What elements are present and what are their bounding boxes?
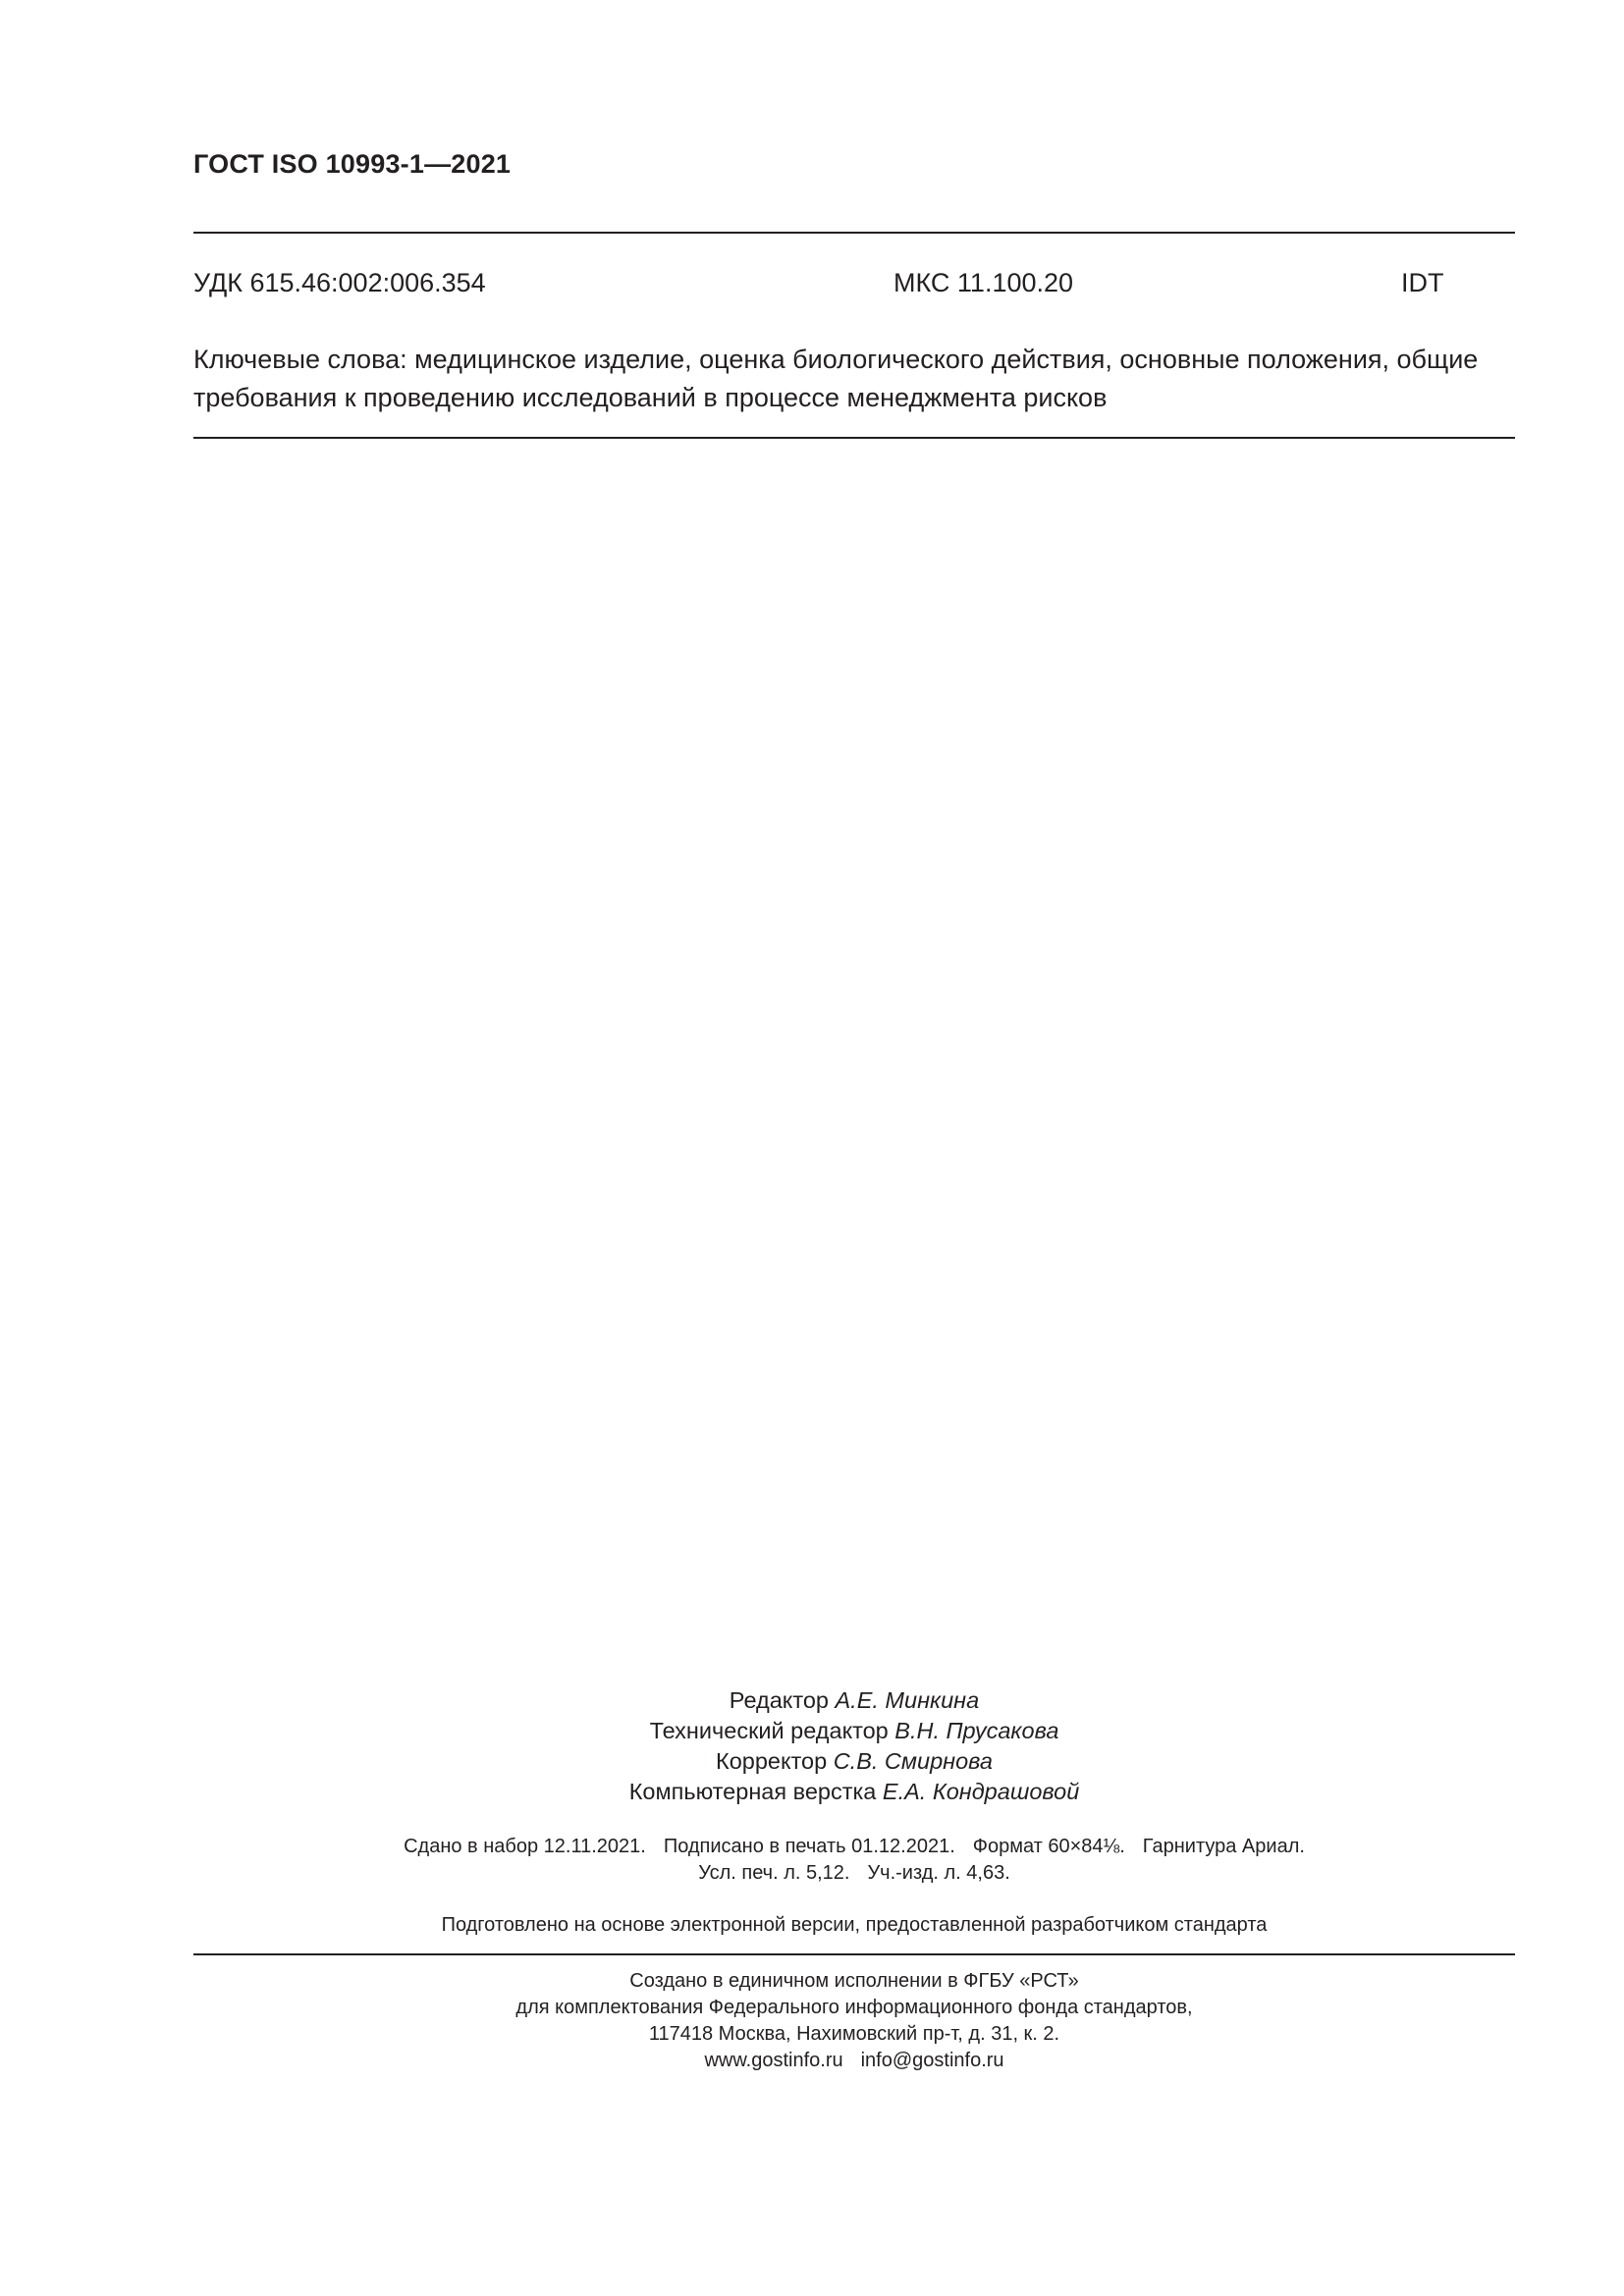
credit-technical-editor: Технический редактор В.Н. Прусакова	[649, 1718, 1059, 1743]
publisher-website-link[interactable]: www.gostinfo.ru	[704, 2050, 843, 2071]
top-divider	[193, 232, 1515, 234]
publisher-line-2: для комплектования Федерального информационного фонда стандартов,	[515, 1997, 1193, 2018]
keywords-divider	[193, 437, 1515, 439]
udk-code: УДК 615.46:002:006.354	[193, 268, 486, 297]
print-info-line-1: Сдано в набор 12.11.2021. Подписано в печать 01.12.2021. Формат 60×84⅛. Гарнитура Ариал.	[404, 1836, 1305, 1857]
prepared-note: Подготовлено на основе электронной версии, предоставленной разработчиком стандарта	[441, 1914, 1268, 1936]
credit-editor: Редактор А.Е. Минкина	[729, 1687, 980, 1713]
print-info	[193, 1834, 1515, 1887]
credits	[193, 1685, 1515, 1807]
publisher-email-link[interactable]: info@gostinfo.ru	[860, 2050, 1004, 2071]
equivalence-code: IDT	[1401, 268, 1444, 297]
publisher-contacts	[193, 2048, 1515, 2074]
bottom-divider	[193, 1953, 1515, 1955]
document-code: ГОСТ ISO 10993-1—2021	[193, 149, 512, 179]
keywords-line-2: требования к проведению исследований в процессе менеджмента рисков	[193, 383, 1108, 412]
print-info-line-2: Усл. печ. л. 5,12. Уч.-изд. л. 4,63.	[698, 1862, 1010, 1884]
credit-proofreader: Корректор С.В. Смирнова	[716, 1748, 993, 1774]
publisher-line-1: Создано в единичном исполнении в ФГБУ «РСТ»	[629, 1970, 1079, 1992]
publisher-address: 117418 Москва, Нахимовский пр-т, д. 31, к. 2.	[648, 2023, 1060, 2045]
keywords	[193, 341, 1519, 417]
credit-layout: Компьютерная верстка Е.А. Кондрашовой	[628, 1779, 1080, 1804]
keywords-line-1: Ключевые слова: медицинское изделие, оценка биологического действия, основные положения, общие	[193, 345, 1479, 374]
classification-row	[193, 268, 1515, 301]
publisher-info	[193, 1968, 1515, 2074]
mks-code: МКС 11.100.20	[893, 268, 1074, 297]
